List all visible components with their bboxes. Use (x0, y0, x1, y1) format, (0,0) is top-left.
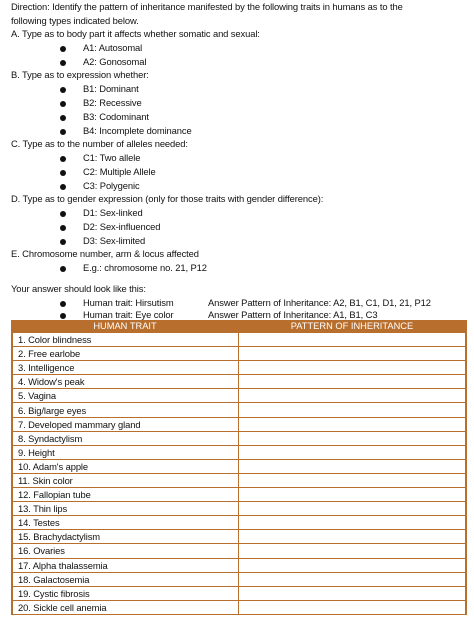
trait-cell: 18. Galactosemia (12, 572, 238, 586)
table-row (12, 361, 466, 375)
table-row (12, 417, 466, 431)
header-human-trait: HUMAN TRAIT (12, 320, 238, 333)
trait-cell: 4. Widow's peak (12, 375, 238, 389)
trait-cell: 2. Free earlobe (12, 347, 238, 361)
trait-cell: 12. Fallopian tube (12, 488, 238, 502)
answer-cell[interactable] (238, 600, 466, 614)
table-row (12, 375, 466, 389)
table-row (12, 333, 466, 347)
trait-cell: 8. Syndactylism (12, 431, 238, 445)
trait-cell: 11. Skin color (12, 473, 238, 487)
table-row (12, 459, 466, 473)
section-b-item: B4: Incomplete dominance (83, 125, 192, 136)
answer-cell[interactable] (238, 586, 466, 600)
trait-cell: 1. Color blindness (12, 333, 238, 347)
bullet-icon (60, 170, 66, 176)
answer-cell[interactable] (238, 488, 466, 502)
bullet-icon (60, 266, 66, 272)
table-row (12, 502, 466, 516)
section-b-title: B. Type as to expression whether: (11, 69, 149, 80)
table-row (12, 431, 466, 445)
answer-cell[interactable] (238, 333, 466, 347)
section-c-title: C. Type as to the number of alleles needed: (11, 138, 188, 149)
section-b-item: B2: Recessive (83, 97, 142, 108)
direction-line-1: Direction: Identify the pattern of inheritance manifested by the following traits in humans as to the (11, 1, 403, 12)
answer-cell[interactable] (238, 572, 466, 586)
table-row (12, 530, 466, 544)
section-c-item: C2: Multiple Allele (83, 166, 156, 177)
bullet-icon (60, 301, 66, 307)
trait-cell: 15. Brachydactylism (12, 530, 238, 544)
table-row (12, 558, 466, 572)
section-d-item: D2: Sex-influenced (83, 221, 161, 232)
table-row (12, 516, 466, 530)
answer-cell[interactable] (238, 530, 466, 544)
section-b-item: B1: Dominant (83, 83, 139, 94)
table-row (12, 445, 466, 459)
section-d-item: D1: Sex-linked (83, 207, 143, 218)
table-row (12, 586, 466, 600)
table-row (12, 488, 466, 502)
section-e-item: E.g.: chromosome no. 21, P12 (83, 262, 207, 273)
answer-cell[interactable] (238, 445, 466, 459)
table-row (12, 403, 466, 417)
answer-cell[interactable] (238, 347, 466, 361)
answer-cell[interactable] (238, 375, 466, 389)
answer-cell[interactable] (238, 431, 466, 445)
answer-cell[interactable] (238, 502, 466, 516)
trait-cell: 10. Adam's apple (12, 459, 238, 473)
bullet-icon (60, 46, 66, 52)
bullet-icon (60, 60, 66, 66)
answer-cell[interactable] (238, 516, 466, 530)
header-pattern-of-inheritance: PATTERN OF INHERITANCE (238, 320, 466, 333)
trait-cell: 17. Alpha thalassemia (12, 558, 238, 572)
trait-cell: 6. Big/large eyes (12, 403, 238, 417)
table-row (12, 473, 466, 487)
answer-cell[interactable] (238, 459, 466, 473)
table-row (12, 600, 466, 614)
trait-cell: 5. Vagina (12, 389, 238, 403)
section-d-title: D. Type as to gender expression (only for those traits with gender difference): (11, 193, 324, 204)
trait-cell: 14. Testes (12, 516, 238, 530)
section-a-item: A1: Autosomal (83, 42, 143, 53)
example-answer: Answer Pattern of Inheritance: A2, B1, C1, D1, 21, P12 (208, 297, 431, 308)
section-e-title: E. Chromosome number, arm & locus affected (11, 248, 199, 259)
answer-cell[interactable] (238, 361, 466, 375)
section-a-title: A. Type as to body part it affects whether somatic and sexual: (11, 28, 260, 39)
table-row (12, 347, 466, 361)
answer-cell[interactable] (238, 403, 466, 417)
bullet-icon (60, 225, 66, 231)
answer-cell[interactable] (238, 544, 466, 558)
section-c-item: C1: Two allele (83, 152, 141, 163)
trait-cell: 20. Sickle cell anemia (12, 600, 238, 614)
example-answer: Answer Pattern of Inheritance: A1, B1, C3 (208, 309, 378, 320)
answer-cell[interactable] (238, 417, 466, 431)
bullet-icon (60, 156, 66, 162)
direction-line-2: following types indicated below. (11, 15, 139, 26)
example-trait: Human trait: Hirsutism (83, 297, 174, 308)
bullet-icon (60, 239, 66, 245)
bullet-icon (60, 115, 66, 121)
trait-cell: 3. Intelligence (12, 361, 238, 375)
bullet-icon (60, 211, 66, 217)
example-heading: Your answer should look like this: (11, 283, 146, 294)
table-row (12, 572, 466, 586)
trait-cell: 7. Developed mammary gland (12, 417, 238, 431)
section-d-item: D3: Sex-limited (83, 235, 146, 246)
inheritance-table (11, 320, 467, 615)
bullet-icon (60, 313, 66, 319)
bullet-icon (60, 184, 66, 190)
trait-cell: 13. Thin lips (12, 502, 238, 516)
bullet-icon (60, 101, 66, 107)
trait-cell: 9. Height (12, 445, 238, 459)
answer-cell[interactable] (238, 389, 466, 403)
section-c-item: C3: Polygenic (83, 180, 140, 191)
bullet-icon (60, 87, 66, 93)
table-row (12, 389, 466, 403)
section-a-item: A2: Gonosomal (83, 56, 147, 67)
answer-cell[interactable] (238, 558, 466, 572)
answer-cell[interactable] (238, 473, 466, 487)
section-b-item: B3: Codominant (83, 111, 149, 122)
table-row (12, 544, 466, 558)
example-trait: Human trait: Eye color (83, 309, 174, 320)
bullet-icon (60, 129, 66, 135)
table-header-row (12, 320, 466, 333)
trait-cell: 16. Ovaries (12, 544, 238, 558)
trait-cell: 19. Cystic fibrosis (12, 586, 238, 600)
